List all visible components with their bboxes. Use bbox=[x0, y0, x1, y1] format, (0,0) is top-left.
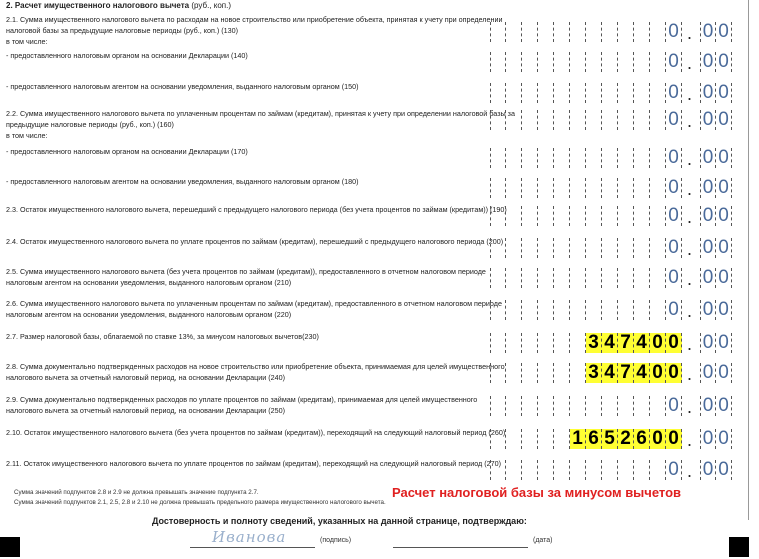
digit-cell[interactable] bbox=[634, 22, 650, 42]
digit-cell[interactable] bbox=[554, 429, 570, 449]
digit-cell[interactable] bbox=[538, 110, 554, 130]
amount-fraction-cells bbox=[700, 110, 732, 130]
digit-cell[interactable] bbox=[522, 206, 538, 226]
digit-cell[interactable] bbox=[634, 460, 650, 480]
digit-cell[interactable] bbox=[538, 460, 554, 480]
decimal-separator: . bbox=[687, 269, 693, 289]
digit-cell[interactable] bbox=[538, 148, 554, 168]
digit-cell[interactable] bbox=[586, 300, 602, 320]
digit-cell[interactable] bbox=[570, 110, 586, 130]
section-title-suffix: (руб., коп.) bbox=[191, 1, 231, 10]
digit-cell[interactable]: 0 bbox=[666, 22, 682, 42]
decimal-separator: . bbox=[687, 84, 693, 104]
digit-cell[interactable] bbox=[602, 22, 618, 42]
digit-cell[interactable]: 3 bbox=[586, 363, 602, 383]
digit-cell[interactable] bbox=[586, 83, 602, 103]
digit-cell[interactable]: 6 bbox=[586, 429, 602, 449]
section-title: 2. Расчет имущественного налогового вычета (руб., коп.) bbox=[6, 1, 231, 10]
signature-line bbox=[190, 547, 315, 548]
digit-cell[interactable] bbox=[650, 22, 666, 42]
digit-cell[interactable] bbox=[490, 110, 506, 130]
digit-cell[interactable] bbox=[538, 52, 554, 72]
amount-integer-cells bbox=[490, 52, 682, 72]
digit-cell[interactable] bbox=[506, 268, 522, 288]
kopek-cell[interactable]: 0 bbox=[716, 178, 732, 198]
digit-cell[interactable] bbox=[490, 396, 506, 416]
kopek-cell[interactable]: 0 bbox=[700, 333, 716, 353]
digit-cell[interactable] bbox=[570, 206, 586, 226]
digit-cell[interactable] bbox=[522, 22, 538, 42]
kopek-cell[interactable]: 0 bbox=[716, 206, 732, 226]
amount-fraction-cells bbox=[700, 300, 732, 320]
digit-cell[interactable] bbox=[634, 396, 650, 416]
digit-cell[interactable] bbox=[602, 178, 618, 198]
digit-cell[interactable] bbox=[522, 268, 538, 288]
digit-cell[interactable]: 0 bbox=[666, 429, 682, 449]
corner-marker-left bbox=[0, 537, 20, 557]
digit-cell[interactable] bbox=[554, 178, 570, 198]
digit-cell[interactable]: 0 bbox=[666, 396, 682, 416]
digit-cell[interactable]: 4 bbox=[602, 333, 618, 353]
decimal-separator: . bbox=[687, 461, 693, 481]
digit-cell[interactable] bbox=[602, 52, 618, 72]
amount-integer-cells bbox=[490, 148, 682, 168]
amount-fraction-cells bbox=[700, 148, 732, 168]
digit-cell[interactable] bbox=[634, 300, 650, 320]
decimal-separator: . bbox=[687, 364, 693, 384]
digit-cell[interactable] bbox=[570, 52, 586, 72]
amount-fraction-cells bbox=[700, 22, 732, 42]
digit-cell[interactable] bbox=[570, 83, 586, 103]
digit-cell[interactable] bbox=[554, 300, 570, 320]
digit-cell[interactable]: 0 bbox=[666, 363, 682, 383]
digit-cell[interactable] bbox=[506, 178, 522, 198]
amount-integer-cells bbox=[490, 429, 682, 449]
kopek-cell[interactable]: 0 bbox=[716, 52, 732, 72]
digit-cell[interactable] bbox=[586, 460, 602, 480]
kopek-cell[interactable]: 0 bbox=[716, 333, 732, 353]
digit-cell[interactable] bbox=[554, 22, 570, 42]
decimal-separator: . bbox=[687, 149, 693, 169]
amount-integer-cells bbox=[490, 206, 682, 226]
digit-cell[interactable] bbox=[522, 110, 538, 130]
digit-cell[interactable] bbox=[490, 206, 506, 226]
page-border bbox=[748, 0, 749, 520]
digit-cell[interactable]: 0 bbox=[666, 268, 682, 288]
digit-cell[interactable] bbox=[618, 238, 634, 258]
digit-cell[interactable] bbox=[490, 52, 506, 72]
digit-cell[interactable]: 0 bbox=[666, 333, 682, 353]
digit-cell[interactable] bbox=[602, 300, 618, 320]
digit-cell[interactable] bbox=[570, 22, 586, 42]
kopek-cell[interactable]: 0 bbox=[716, 363, 732, 383]
digit-cell[interactable] bbox=[522, 396, 538, 416]
digit-cell[interactable] bbox=[650, 396, 666, 416]
digit-cell[interactable] bbox=[570, 238, 586, 258]
digit-cell[interactable]: 0 bbox=[666, 460, 682, 480]
decimal-separator: . bbox=[687, 53, 693, 73]
digit-cell[interactable] bbox=[634, 206, 650, 226]
digit-cell[interactable] bbox=[490, 83, 506, 103]
digit-cell[interactable] bbox=[490, 300, 506, 320]
certification-text: Достоверность и полноту сведений, указанных на данной странице, подтверждаю: bbox=[152, 516, 527, 526]
kopek-cell[interactable]: 0 bbox=[700, 83, 716, 103]
row-label: 2.2. Сумма имущественного налогового вычета по уплаченным процентам по займам (кредитам), принятая к учету при определении налоговой базы за предыдущие налоговые периоды (руб., коп.) (160) в том числе: bbox=[6, 109, 515, 140]
digit-cell[interactable] bbox=[538, 206, 554, 226]
digit-cell[interactable]: 0 bbox=[666, 148, 682, 168]
digit-cell[interactable] bbox=[586, 178, 602, 198]
row-label: 2.9. Сумма документально подтвержденных расходов по уплате процентов по займам (кредитам), принимаемая для целей имущественного налогового вычета за отчетный налоговый период, на основании Декларации (250) bbox=[6, 395, 478, 415]
kopek-cell[interactable]: 0 bbox=[716, 148, 732, 168]
digit-cell[interactable] bbox=[538, 268, 554, 288]
amount-fraction-cells bbox=[700, 396, 732, 416]
digit-cell[interactable] bbox=[554, 396, 570, 416]
footnote-1: Сумма значений подпунктов 2.8 и 2.9 не должна превышать значение подпункта 2.7. bbox=[14, 489, 259, 496]
row-label: 2.4. Остаток имущественного налогового вычета по уплате процентов по займам (кредитам), перешедший с предыдущего налогового периода (200) bbox=[6, 237, 504, 246]
row-label: 2.3. Остаток имущественного налогового вычета, перешедший с предыдущего налогового периода (без учета процентов по займам (кредитам)) (190) bbox=[6, 205, 507, 214]
kopek-cell[interactable]: 0 bbox=[700, 363, 716, 383]
digit-cell[interactable]: 0 bbox=[650, 333, 666, 353]
digit-cell[interactable] bbox=[506, 333, 522, 353]
digit-cell[interactable]: 0 bbox=[666, 238, 682, 258]
amount-integer-cells bbox=[490, 110, 682, 130]
digit-cell[interactable] bbox=[634, 148, 650, 168]
digit-cell[interactable]: 6 bbox=[634, 429, 650, 449]
signature-handwriting: Иванова bbox=[212, 528, 287, 546]
digit-cell[interactable] bbox=[570, 178, 586, 198]
decimal-separator: . bbox=[687, 301, 693, 321]
row-label: 2.10. Остаток имущественного налогового вычета (без учета процентов по займам (кредитам)), переходящий на следующий налоговый период (260) bbox=[6, 428, 506, 437]
digit-cell[interactable] bbox=[522, 460, 538, 480]
digit-cell[interactable] bbox=[634, 110, 650, 130]
digit-cell[interactable] bbox=[554, 52, 570, 72]
kopek-cell[interactable]: 0 bbox=[700, 206, 716, 226]
decimal-separator: . bbox=[687, 430, 693, 450]
kopek-cell[interactable]: 0 bbox=[700, 148, 716, 168]
signature-caption: (подпись) bbox=[320, 537, 352, 544]
kopek-cell[interactable]: 0 bbox=[716, 396, 732, 416]
kopek-cell[interactable]: 0 bbox=[716, 429, 732, 449]
digit-cell[interactable]: 2 bbox=[618, 429, 634, 449]
digit-cell[interactable] bbox=[538, 363, 554, 383]
digit-cell[interactable] bbox=[570, 148, 586, 168]
decimal-separator: . bbox=[687, 334, 693, 354]
digit-cell[interactable] bbox=[538, 178, 554, 198]
kopek-cell[interactable]: 0 bbox=[700, 52, 716, 72]
digit-cell[interactable] bbox=[618, 83, 634, 103]
digit-cell[interactable] bbox=[506, 22, 522, 42]
digit-cell[interactable] bbox=[602, 206, 618, 226]
kopek-cell[interactable]: 0 bbox=[700, 268, 716, 288]
digit-cell[interactable] bbox=[570, 333, 586, 353]
digit-cell[interactable] bbox=[538, 300, 554, 320]
digit-cell[interactable] bbox=[506, 460, 522, 480]
digit-cell[interactable] bbox=[554, 83, 570, 103]
amount-integer-cells bbox=[490, 22, 682, 42]
row-label: - предоставленного налоговым агентом на основании уведомления, выданного налоговым органом (150) bbox=[6, 82, 359, 91]
digit-cell[interactable] bbox=[538, 22, 554, 42]
kopek-cell[interactable]: 0 bbox=[700, 396, 716, 416]
digit-cell[interactable] bbox=[522, 429, 538, 449]
digit-cell[interactable] bbox=[490, 22, 506, 42]
footnote-2: Сумма значений подпунктов 2.1, 2.5, 2.8 и 2.10 не должна превышать предельного размера имущественного налогового вычета. bbox=[14, 499, 386, 506]
digit-cell[interactable] bbox=[650, 178, 666, 198]
digit-cell[interactable] bbox=[538, 396, 554, 416]
digit-cell[interactable] bbox=[570, 268, 586, 288]
date-caption: (дата) bbox=[533, 537, 553, 544]
digit-cell[interactable] bbox=[490, 333, 506, 353]
digit-cell[interactable] bbox=[602, 83, 618, 103]
digit-cell[interactable] bbox=[618, 110, 634, 130]
digit-cell[interactable] bbox=[618, 300, 634, 320]
kopek-cell[interactable]: 0 bbox=[700, 110, 716, 130]
digit-cell[interactable] bbox=[490, 363, 506, 383]
amount-integer-cells bbox=[490, 333, 682, 353]
digit-cell[interactable] bbox=[522, 178, 538, 198]
digit-cell[interactable] bbox=[570, 363, 586, 383]
kopek-cell[interactable]: 0 bbox=[716, 110, 732, 130]
digit-cell[interactable] bbox=[506, 110, 522, 130]
digit-cell[interactable] bbox=[586, 148, 602, 168]
digit-cell[interactable] bbox=[634, 268, 650, 288]
row-label: 2.7. Размер налоговой базы, облагаемой по ставке 13%, за минусом налоговых вычетов(230) bbox=[6, 332, 319, 341]
kopek-cell[interactable]: 0 bbox=[716, 460, 732, 480]
digit-cell[interactable] bbox=[602, 268, 618, 288]
digit-cell[interactable]: 7 bbox=[618, 333, 634, 353]
row-label: 2.6. Сумма имущественного налогового вычета по уплаченным процентам по займам (кредитам), предоставленного в отчетном налоговом периоде налоговым агентом на основании уведомления, выданного налоговым органом (220) bbox=[6, 299, 502, 319]
digit-cell[interactable] bbox=[506, 429, 522, 449]
digit-cell[interactable]: 0 bbox=[666, 178, 682, 198]
digit-cell[interactable] bbox=[538, 429, 554, 449]
amount-fraction-cells bbox=[700, 268, 732, 288]
digit-cell[interactable] bbox=[538, 83, 554, 103]
digit-cell[interactable] bbox=[522, 300, 538, 320]
digit-cell[interactable] bbox=[650, 110, 666, 130]
digit-cell[interactable] bbox=[602, 460, 618, 480]
digit-cell[interactable] bbox=[506, 206, 522, 226]
amount-integer-cells bbox=[490, 460, 682, 480]
amount-integer-cells bbox=[490, 300, 682, 320]
digit-cell[interactable]: 0 bbox=[650, 363, 666, 383]
decimal-separator: . bbox=[687, 397, 693, 417]
digit-cell[interactable]: 0 bbox=[666, 206, 682, 226]
amount-fraction-cells bbox=[700, 238, 732, 258]
digit-cell[interactable] bbox=[554, 206, 570, 226]
digit-cell[interactable]: 3 bbox=[586, 333, 602, 353]
decimal-separator: . bbox=[687, 23, 693, 43]
row-label: 2.5. Сумма имущественного налогового вычета (без учета процентов по займам (кредитам)), предоставленного в отчетном налоговом периоде налоговым агентом на основании уведомления, выданного налоговым органом (210) bbox=[6, 267, 486, 287]
kopek-cell[interactable]: 0 bbox=[716, 238, 732, 258]
digit-cell[interactable] bbox=[506, 83, 522, 103]
digit-cell[interactable]: 4 bbox=[634, 363, 650, 383]
digit-cell[interactable] bbox=[570, 460, 586, 480]
row-label: 2.8. Сумма документально подтвержденных расходов на новое строительство или приобретение объекта, принимаемая для целей имущественного налогового вычета за отчетный налоговый период, на основании Декларации (240) bbox=[6, 362, 505, 382]
digit-cell[interactable] bbox=[570, 396, 586, 416]
digit-cell[interactable] bbox=[634, 83, 650, 103]
digit-cell[interactable] bbox=[522, 238, 538, 258]
digit-cell[interactable] bbox=[586, 238, 602, 258]
decimal-separator: . bbox=[687, 111, 693, 131]
digit-cell[interactable]: 0 bbox=[666, 300, 682, 320]
digit-cell[interactable] bbox=[490, 429, 506, 449]
amount-fraction-cells bbox=[700, 83, 732, 103]
digit-cell[interactable] bbox=[570, 300, 586, 320]
amount-fraction-cells bbox=[700, 178, 732, 198]
digit-cell[interactable] bbox=[650, 268, 666, 288]
digit-cell[interactable] bbox=[538, 238, 554, 258]
digit-cell[interactable] bbox=[554, 460, 570, 480]
amount-fraction-cells bbox=[700, 52, 732, 72]
kopek-cell[interactable]: 0 bbox=[716, 22, 732, 42]
row-label: - предоставленного налоговым агентом на основании уведомления, выданного налоговым органом (180) bbox=[6, 177, 359, 186]
digit-cell[interactable] bbox=[650, 83, 666, 103]
corner-marker-right bbox=[729, 537, 749, 557]
digit-cell[interactable] bbox=[650, 238, 666, 258]
digit-cell[interactable] bbox=[602, 396, 618, 416]
row-label: - предоставленного налоговым органом на основании Декларации (170) bbox=[6, 147, 248, 156]
digit-cell[interactable] bbox=[490, 238, 506, 258]
digit-cell[interactable]: 0 bbox=[666, 83, 682, 103]
digit-cell[interactable] bbox=[650, 148, 666, 168]
amount-fraction-cells bbox=[700, 429, 732, 449]
amount-integer-cells bbox=[490, 396, 682, 416]
digit-cell[interactable] bbox=[650, 52, 666, 72]
digit-cell[interactable] bbox=[618, 52, 634, 72]
digit-cell[interactable]: 1 bbox=[570, 429, 586, 449]
digit-cell[interactable] bbox=[554, 363, 570, 383]
digit-cell[interactable]: 4 bbox=[634, 333, 650, 353]
kopek-cell[interactable]: 0 bbox=[700, 22, 716, 42]
amount-integer-cells bbox=[490, 268, 682, 288]
kopek-cell[interactable]: 0 bbox=[700, 178, 716, 198]
digit-cell[interactable] bbox=[554, 238, 570, 258]
digit-cell[interactable]: 7 bbox=[618, 363, 634, 383]
digit-cell[interactable] bbox=[586, 268, 602, 288]
digit-cell[interactable] bbox=[554, 333, 570, 353]
digit-cell[interactable] bbox=[506, 363, 522, 383]
kopek-cell[interactable]: 0 bbox=[716, 300, 732, 320]
digit-cell[interactable]: 0 bbox=[666, 52, 682, 72]
digit-cell[interactable] bbox=[506, 52, 522, 72]
digit-cell[interactable] bbox=[506, 238, 522, 258]
decimal-separator: . bbox=[687, 179, 693, 199]
digit-cell[interactable] bbox=[586, 206, 602, 226]
digit-cell[interactable] bbox=[586, 22, 602, 42]
kopek-cell[interactable]: 0 bbox=[716, 268, 732, 288]
digit-cell[interactable] bbox=[522, 148, 538, 168]
red-annotation: Расчет налоговой базы за минусом вычетов bbox=[392, 485, 682, 500]
digit-cell[interactable] bbox=[490, 268, 506, 288]
digit-cell[interactable] bbox=[618, 206, 634, 226]
digit-cell[interactable] bbox=[650, 206, 666, 226]
row-label: 2.1. Сумма имущественного налогового вычета по расходам на новое строительство или приобретение объекта, принятая к учету при определении налоговой базы за предыдущие налоговые периоды (руб., коп.) (130) в том числе: bbox=[6, 15, 503, 46]
date-line bbox=[393, 547, 528, 548]
digit-cell[interactable] bbox=[602, 110, 618, 130]
digit-cell[interactable] bbox=[602, 238, 618, 258]
amount-integer-cells bbox=[490, 83, 682, 103]
digit-cell[interactable] bbox=[618, 22, 634, 42]
digit-cell[interactable] bbox=[522, 333, 538, 353]
digit-cell[interactable] bbox=[490, 460, 506, 480]
digit-cell[interactable] bbox=[522, 363, 538, 383]
digit-cell[interactable] bbox=[490, 148, 506, 168]
kopek-cell[interactable]: 0 bbox=[700, 460, 716, 480]
digit-cell[interactable] bbox=[634, 178, 650, 198]
digit-cell[interactable] bbox=[618, 148, 634, 168]
digit-cell[interactable] bbox=[506, 396, 522, 416]
amount-fraction-cells bbox=[700, 333, 732, 353]
kopek-cell[interactable]: 0 bbox=[700, 429, 716, 449]
digit-cell[interactable] bbox=[490, 178, 506, 198]
digit-cell[interactable] bbox=[650, 300, 666, 320]
digit-cell[interactable] bbox=[634, 238, 650, 258]
kopek-cell[interactable]: 0 bbox=[716, 83, 732, 103]
amount-fraction-cells bbox=[700, 363, 732, 383]
digit-cell[interactable] bbox=[554, 110, 570, 130]
digit-cell[interactable]: 0 bbox=[650, 429, 666, 449]
digit-cell[interactable]: 5 bbox=[602, 429, 618, 449]
kopek-cell[interactable]: 0 bbox=[700, 238, 716, 258]
digit-cell[interactable] bbox=[586, 52, 602, 72]
digit-cell[interactable] bbox=[586, 110, 602, 130]
digit-cell[interactable]: 4 bbox=[602, 363, 618, 383]
amount-integer-cells bbox=[490, 238, 682, 258]
digit-cell[interactable] bbox=[506, 148, 522, 168]
row-label: 2.11. Остаток имущественного налогового вычета по уплате процентов по займам (кредитам), переходящий на следующий налоговый период (270) bbox=[6, 459, 502, 468]
kopek-cell[interactable]: 0 bbox=[700, 300, 716, 320]
digit-cell[interactable]: 0 bbox=[666, 110, 682, 130]
amount-integer-cells bbox=[490, 178, 682, 198]
digit-cell[interactable] bbox=[522, 52, 538, 72]
digit-cell[interactable] bbox=[650, 460, 666, 480]
digit-cell[interactable] bbox=[538, 333, 554, 353]
decimal-separator: . bbox=[687, 207, 693, 227]
digit-cell[interactable] bbox=[618, 268, 634, 288]
digit-cell[interactable] bbox=[618, 396, 634, 416]
digit-cell[interactable] bbox=[506, 300, 522, 320]
row-label: - предоставленного налоговым органом на основании Декларации (140) bbox=[6, 51, 248, 60]
amount-fraction-cells bbox=[700, 460, 732, 480]
amount-integer-cells bbox=[490, 363, 682, 383]
digit-cell[interactable] bbox=[586, 396, 602, 416]
digit-cell[interactable] bbox=[618, 460, 634, 480]
digit-cell[interactable] bbox=[602, 148, 618, 168]
decimal-separator: . bbox=[687, 239, 693, 259]
digit-cell[interactable] bbox=[618, 178, 634, 198]
digit-cell[interactable] bbox=[554, 268, 570, 288]
digit-cell[interactable] bbox=[554, 148, 570, 168]
amount-fraction-cells bbox=[700, 206, 732, 226]
digit-cell[interactable] bbox=[522, 83, 538, 103]
digit-cell[interactable] bbox=[634, 52, 650, 72]
